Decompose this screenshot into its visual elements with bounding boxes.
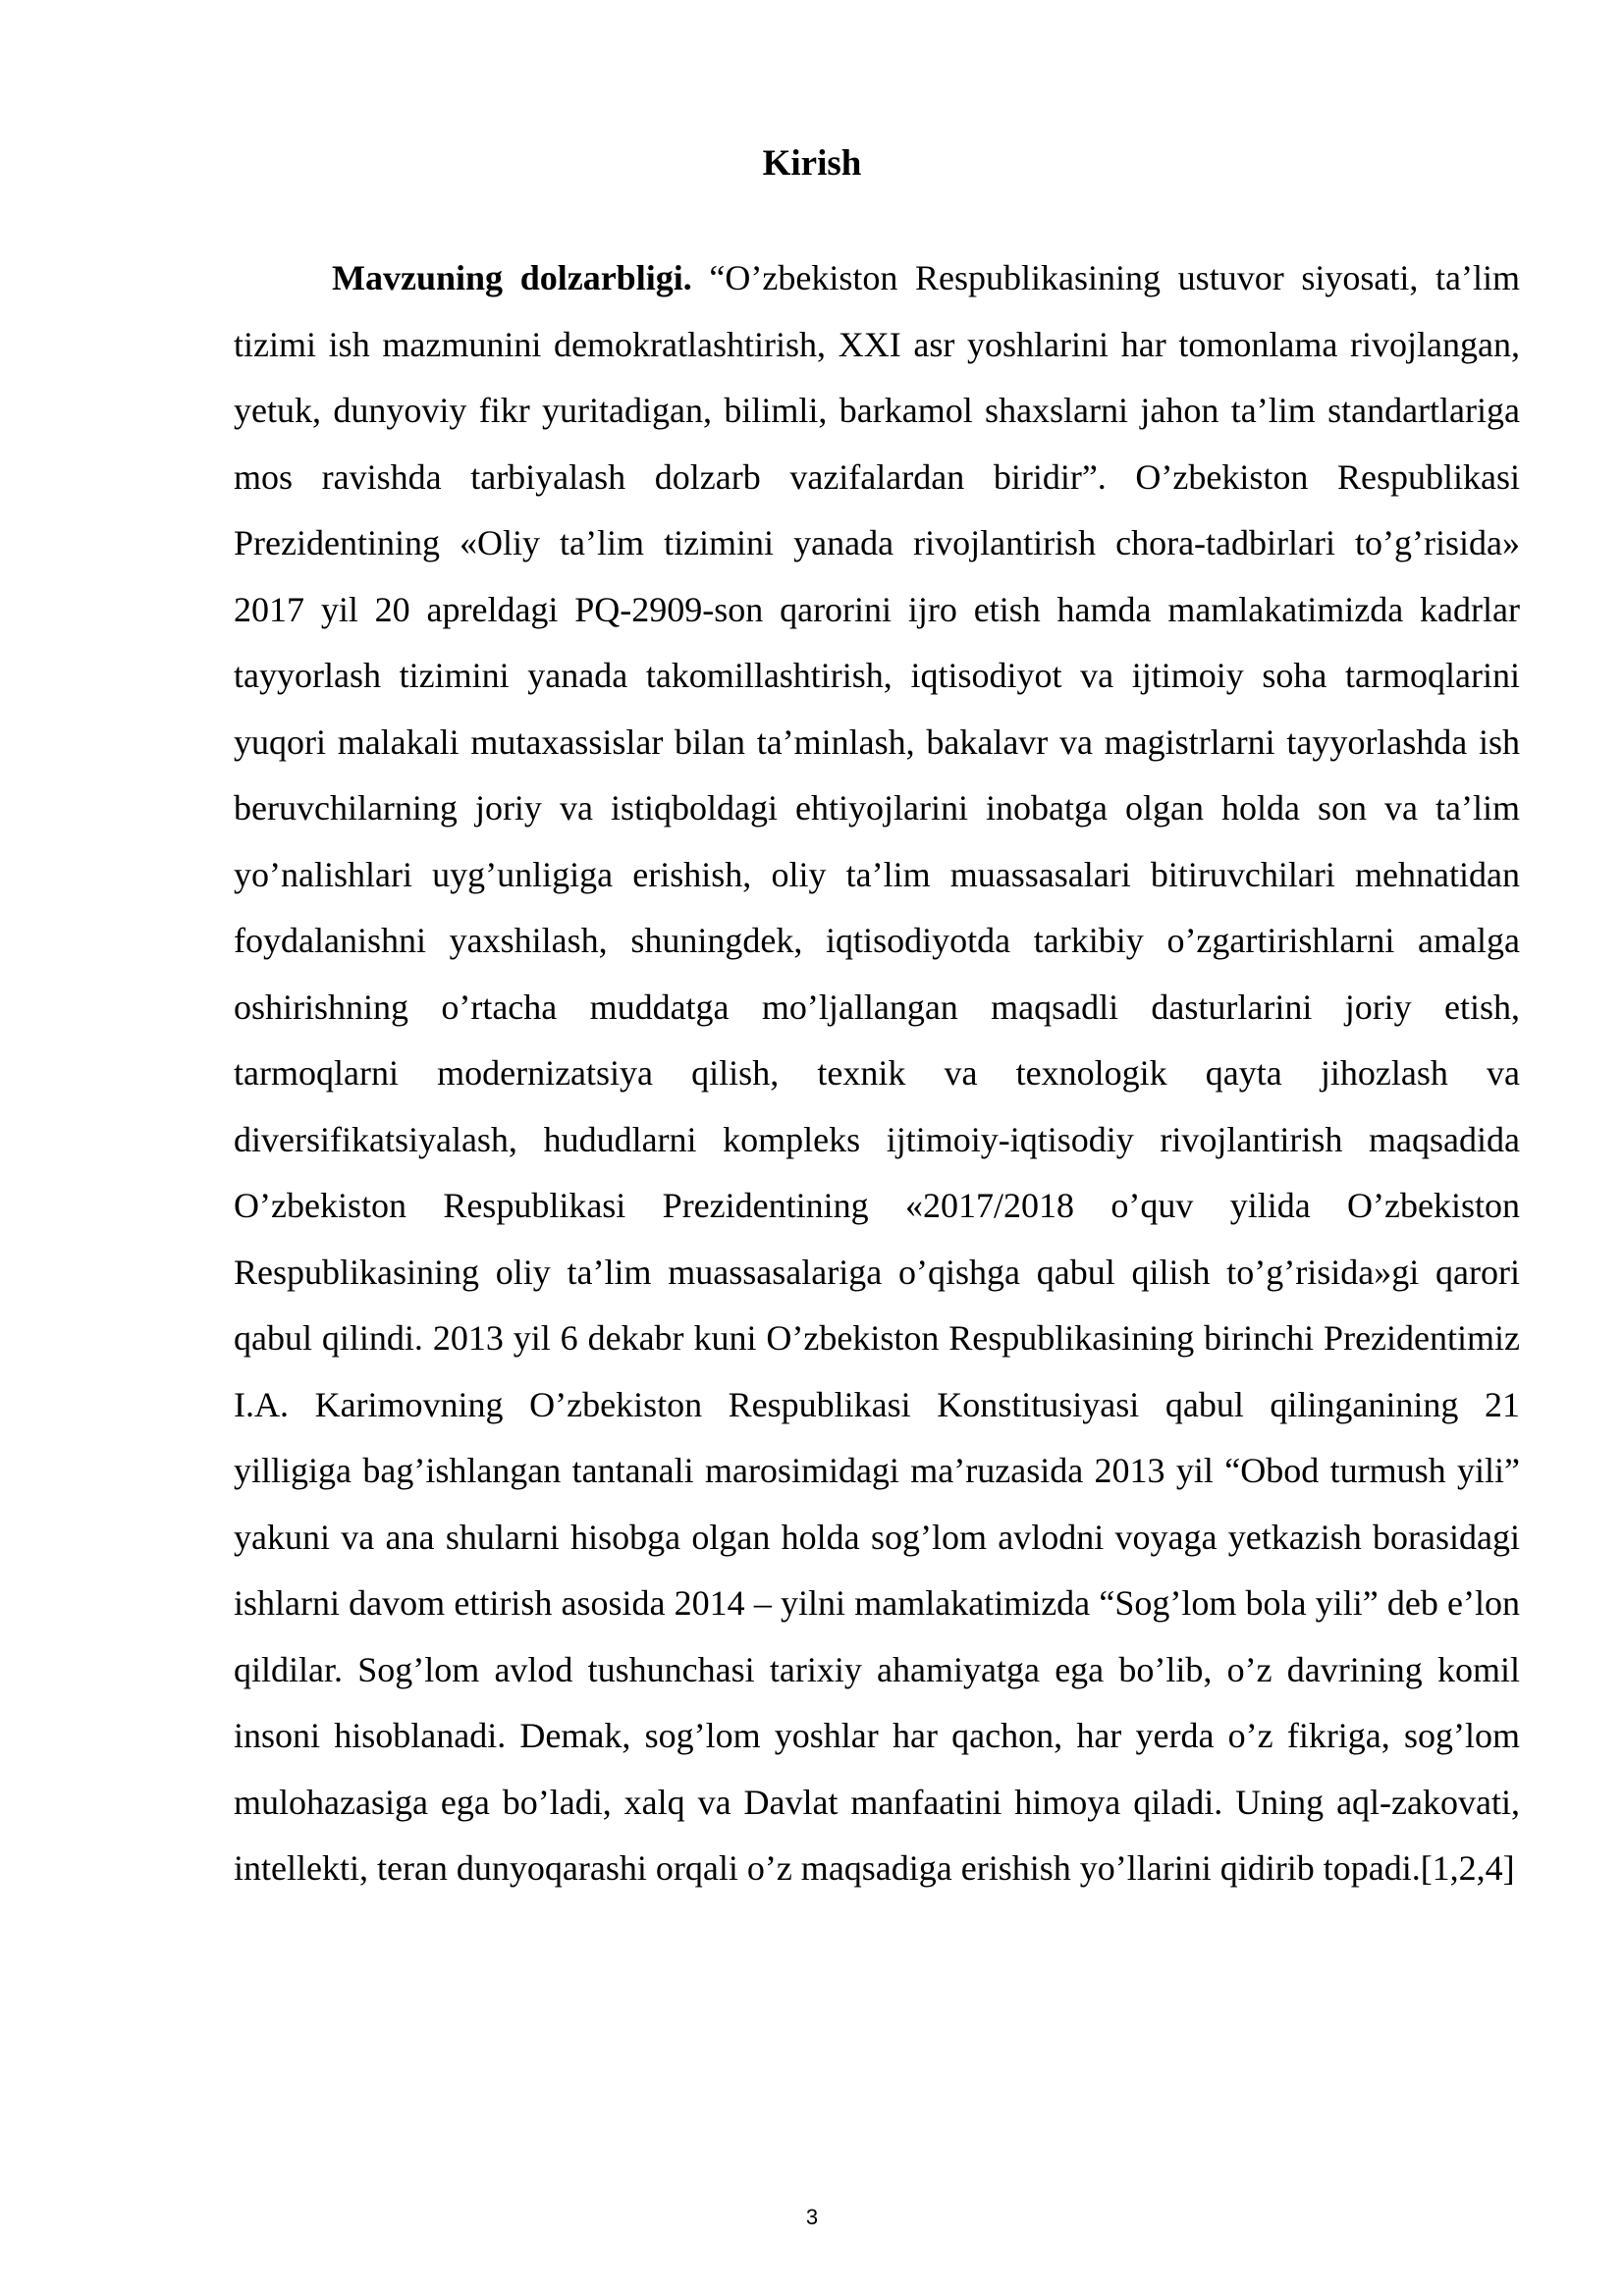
body-paragraph bbox=[234, 245, 1520, 1902]
paragraph-lead: Mavzuning dolzarbligi. bbox=[332, 258, 692, 297]
page-number: 3 bbox=[805, 2205, 819, 2229]
page-title: Kirish bbox=[762, 143, 862, 184]
paragraph-text: “O’zbekiston Respublikasining ustuvor siyosati, ta’lim tizimi ish mazmunini demokratlashtirish, XXI asr yoshlarini har tomonlama rivojlangan, yetuk, dunyoviy fikr yuritadigan, bilimli, barkamol shaxslarni jahon ta’lim standartlariga mos ravishda tarbiyalash dolzarb vazifalardan biridir”. O’zbekiston Respublikasi Prezidentining «Oliy ta’lim tizimini yanada rivojlantirish chora-tadbirlari to’g’risida» 2017 yil 20 apreldagi PQ-2909-son qarorini ijro etish hamda mamlakatimizda kadrlar tayyorlash tizimini yanada takomillashtirish, iqtisodiyot va ijtimoiy soha tarmoqlarini yuqori malakali mutaxassislar bilan ta’minlash, bakalavr va magistrlarni tayyorlashda ish beruvchilarning joriy va istiqboldagi ehtiyojlarini inobatga olgan holda son va ta’lim yo’nalishlari uyg’unligiga erishish, oliy ta’lim muassasalari bitiruvchilari mehnatidan foydalanishni yaxshilash, shuningdek, iqtisodiyotda tarkibiy o’zgartirishlarni amalga oshirishning o’rtacha muddatga mo’ljallangan maqsadli dasturlarini joriy etish, tarmoqlarni modernizatsiya qilish, texnik va texnologik qayta jihozlash va diversifikatsiyalash, hududlarni kompleks ijtimoiy-iqtisodiy rivojlantirish maqsadida O’zbekiston Respublikasi Prezidentining «2017/2018 o’quv yilida O’zbekiston Respublikasining oliy ta’lim muassasalariga o’qishga qabul qilish to’g’risida»gi qarori qabul qilindi. 2013 yil 6 dekabr kuni O’zbekiston Respublikasining birinchi Prezidentimiz I.A. Karimovning O’zbekiston Respublikasi Konstitusiyasi qabul qilinganining 21 yilligiga bag’ishlangan tantanali marosimidagi ma’ruzasida 2013 yil “Obod turmush yili” yakuni va ana shularni hisobga olgan holda sog’lom avlodni voyaga yetkazish borasidagi ishlarni davom ettirish asosida 2014 – yilni mamlakatimizda “Sog’lom bola yili” deb e’lon qildilar. Sog’lom avlod tushunchasi tarixiy ahamiyatga ega bo’lib, o’z davrining komil insoni hisoblanadi. Demak, sog’lom yoshlar har qachon, har yerda o’z fikriga, sog’lom mulohazasiga ega bo’ladi, xalq va Davlat manfaatini himoya qiladi. Uning aql-zakovati, intellekti, teran dunyoqarashi orqali o’z maqsadiga erishish yo’llarini qidirib topadi.[1,2,4] bbox=[234, 258, 1521, 1888]
